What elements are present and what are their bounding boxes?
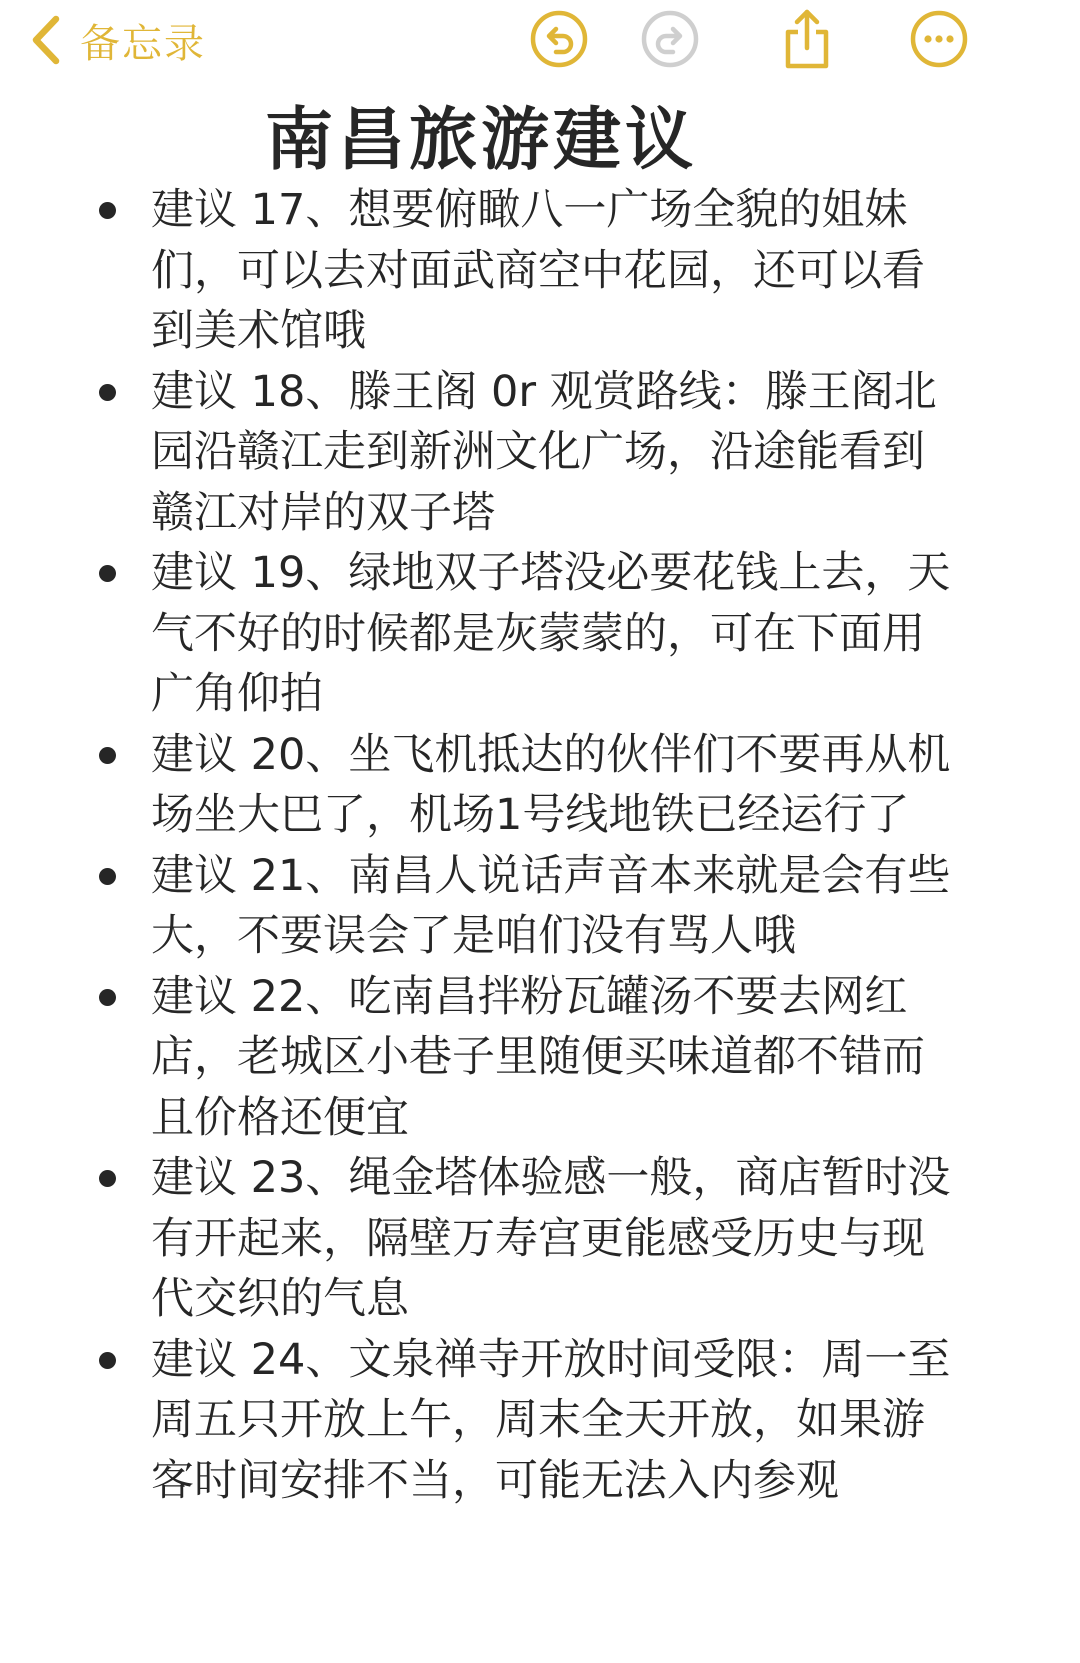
note-title[interactable]: 南昌旅游建议	[265, 101, 698, 180]
list-item-text: 建议 18、滕王阁 0r 观赏路线：滕王阁北园沿赣江走到新洲文化广场，沿途能看到赣江对岸的双子塔	[151, 366, 937, 538]
chevron-left-icon	[28, 15, 62, 65]
list-item-text: 建议 17、想要俯瞰八一广场全貌的姐妹们，可以去对面武商空中花园，还可以看到美术馆哦	[151, 185, 925, 356]
share-icon	[776, 8, 838, 70]
list-item[interactable]	[95, 1148, 955, 1330]
bullet-icon	[99, 1352, 116, 1369]
undo-icon	[528, 8, 590, 70]
more-button[interactable]	[908, 8, 970, 70]
list-item-text: 建议 20、坐飞机抵达的伙伴们不要再从机场坐大巴了，机场1号线地铁已经运行了	[151, 729, 951, 840]
list-item-text: 建议 24、文泉禅寺开放时间受限：周一至周五只开放上午，周末全天开放，如果游客时间安排不当，可能无法入内参观	[151, 1334, 951, 1506]
back-button-label: 备忘录	[80, 20, 206, 67]
note-body-list[interactable]	[95, 180, 955, 1511]
share-button[interactable]	[776, 8, 838, 70]
list-item[interactable]	[95, 543, 955, 725]
bullet-icon	[99, 1170, 116, 1187]
redo-button[interactable]	[639, 8, 701, 70]
bullet-icon	[99, 384, 116, 401]
list-item-text: 建议 21、南昌人说话声音本来就是会有些大，不要误会了是咱们没有骂人哦	[151, 850, 951, 961]
list-item-text: 建议 19、绿地双子塔没必要花钱上去，天气不好的时候都是灰蒙蒙的，可在下面用广角仰拍	[151, 548, 951, 719]
list-item[interactable]	[95, 967, 955, 1149]
bullet-icon	[99, 868, 116, 885]
list-item[interactable]	[95, 1330, 955, 1512]
list-item[interactable]	[95, 362, 955, 544]
redo-icon	[639, 8, 701, 70]
more-icon	[908, 8, 970, 70]
top-toolbar	[0, 0, 1080, 90]
list-item-text: 建议 23、绳金塔体验感一般，商店暂时没有开起来，隔壁万寿宫更能感受历史与现代交织的气息	[151, 1153, 951, 1324]
back-button[interactable]	[28, 10, 206, 70]
undo-button[interactable]	[528, 8, 590, 70]
bullet-icon	[99, 565, 116, 582]
bullet-icon	[99, 747, 116, 764]
list-item[interactable]	[95, 846, 955, 967]
bullet-icon	[99, 202, 116, 219]
list-item[interactable]	[95, 180, 955, 362]
list-item[interactable]	[95, 725, 955, 846]
list-item-text: 建议 22、吃南昌拌粉瓦罐汤不要去网红店，老城区小巷子里随便买味道都不错而且价格还便宜	[151, 971, 925, 1143]
bullet-icon	[99, 989, 116, 1006]
